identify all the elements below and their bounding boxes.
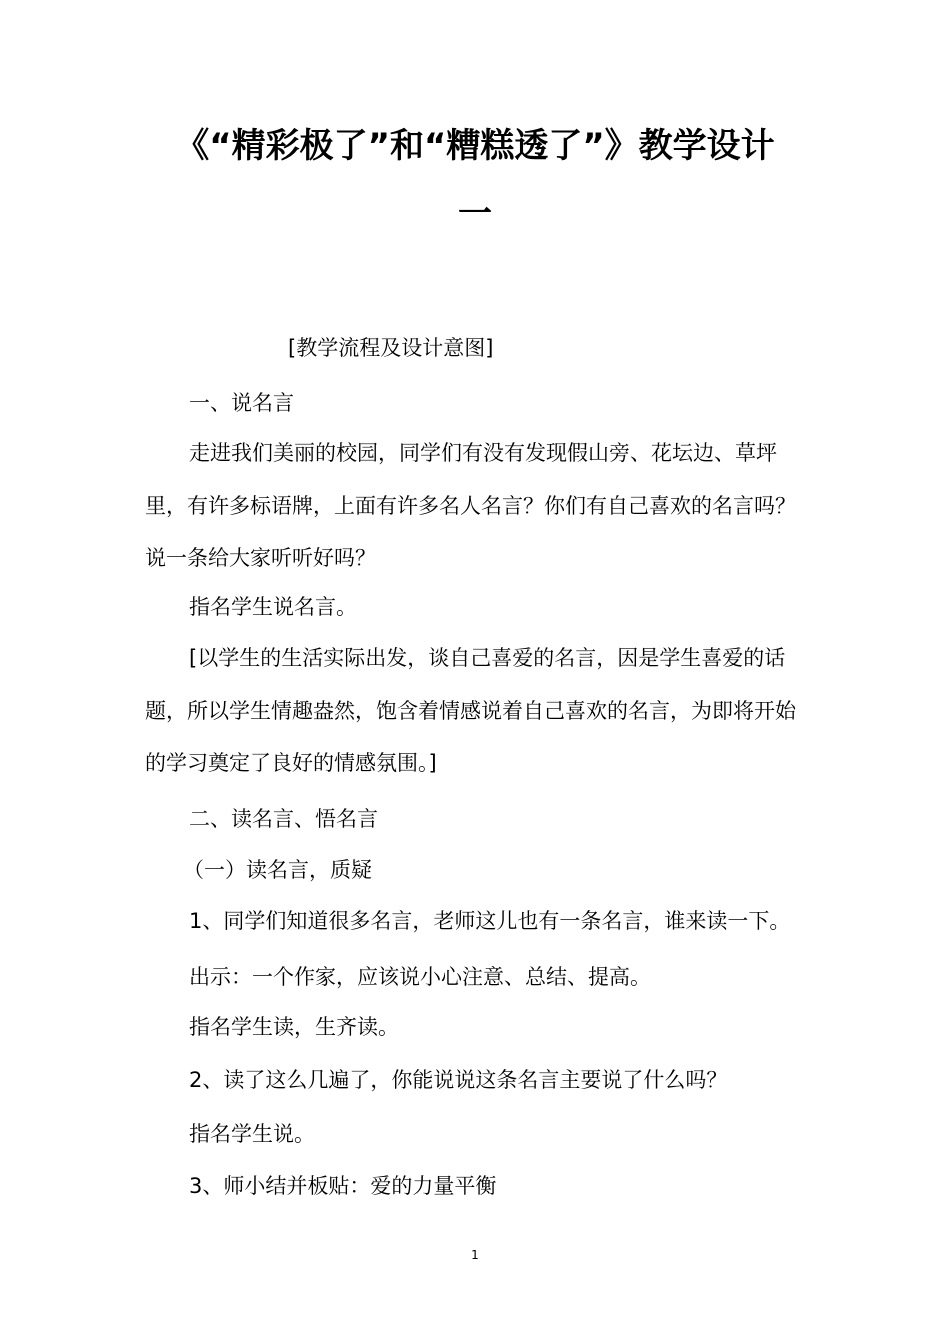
document-title-line1: 《“精彩极了”和“糟糕透了”》教学设计 — [175, 126, 775, 166]
step1-text: 1、同学们知道很多名言，老师这儿也有一条名言，谁来读一下。 — [189, 909, 791, 933]
part1-paragraph: 走进我们美丽的校园，同学们有没有发现假山旁、花坛边、草坪里，有许多标语牌，上面有许多名人名言？你们有自己喜欢的名言吗？说一条给大家听听好吗？ — [145, 441, 796, 570]
read-action: 指名学生读，生齐读。 — [189, 1015, 399, 1039]
part1-heading: 一、说名言 — [189, 391, 294, 415]
part1-action: 指名学生说名言。 — [189, 595, 357, 619]
document-title-line2: 一 — [458, 194, 492, 234]
step2-text: 2、读了这么几遍了，你能说说这条名言主要说了什么吗？ — [189, 1068, 728, 1092]
quote-display: 出示：一个作家，应该说小心注意、总结、提高。 — [189, 965, 651, 989]
step3-text: 3、师小结并板贴：爱的力量平衡 — [189, 1174, 497, 1198]
part2-subheading: （一）读名言，质疑 — [183, 858, 372, 882]
say-action: 指名学生说。 — [189, 1122, 315, 1146]
part2-heading: 二、读名言、悟名言 — [189, 807, 378, 831]
page-number: 1 — [471, 1248, 479, 1262]
part1-design-note: [以学生的生活实际出发，谈自己喜爱的名言，因是学生喜爱的话题，所以学生情趣盎然，饱含着情感说着自己喜欢的名言，为即将开始的学习奠定了良好的情感氛围。] — [145, 646, 796, 775]
section-heading: [教学流程及设计意图] — [288, 336, 494, 360]
